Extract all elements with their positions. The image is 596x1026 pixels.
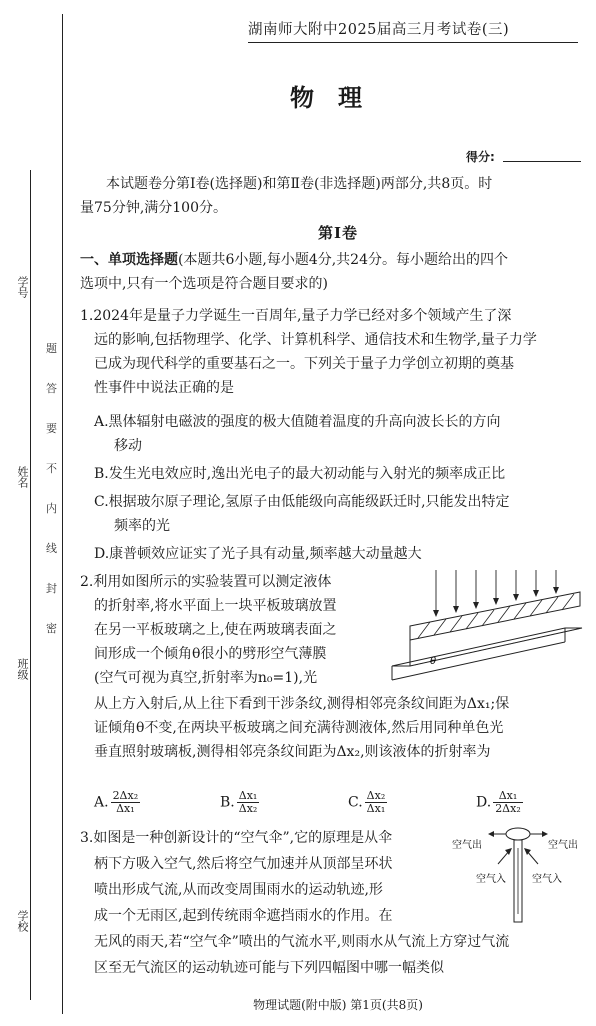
seal-char: 答 bbox=[46, 382, 57, 395]
q3-stem-line: 区至无气流区的运动轨迹可能与下列四幅图中哪一幅类似 bbox=[94, 960, 444, 976]
q1-option-a[interactable]: A.黑体辐射电磁波的强度的极大值随着温度的升高向波长长的方向 bbox=[94, 414, 501, 430]
q2-stem-line: 证倾角θ不变,在两块平板玻璃之间充满待测液体,然后用同种单色光 bbox=[94, 720, 504, 736]
q2-stem-line: 在另一平板玻璃之上,使在两玻璃表面之 bbox=[94, 622, 337, 638]
q1-option-c[interactable]: C.根据玻尔原子理论,氢原子由低能级向高能级跃迁时,只能发出特定 bbox=[94, 494, 510, 510]
seal-char: 要 bbox=[46, 422, 57, 435]
label-out-right: 空气出 bbox=[548, 840, 578, 851]
seal-char: 内 bbox=[46, 502, 57, 515]
q1-option-b[interactable]: B.发生光电效应时,逸出光电子的最大初动能与入射光的频率成正比 bbox=[94, 466, 506, 482]
umbrella-top bbox=[506, 828, 530, 840]
q2-wedge-figure bbox=[390, 568, 585, 682]
exam-title: 湖南师大附中2025届高三月考试卷(三) bbox=[248, 22, 510, 38]
q3-air-umbrella-figure bbox=[452, 824, 584, 930]
q3-stem-line: 柄下方吸入空气,然后将空气加速并从顶部呈环状 bbox=[94, 856, 393, 872]
q2-stem-line: 的折射率,将水平面上一块平板玻璃放置 bbox=[94, 598, 337, 614]
q1-option-d[interactable]: D.康普顿效应证实了光子具有动量,频率越大动量越大 bbox=[94, 546, 422, 562]
q1-option-c-cont: 频率的光 bbox=[114, 518, 170, 534]
angle-label: θ bbox=[430, 656, 437, 667]
margin-line-inner bbox=[62, 14, 63, 1014]
subject-title: 物理 bbox=[290, 84, 386, 112]
seal-char: 不 bbox=[46, 462, 57, 475]
intro-line: 量75分钟,满分100分。 bbox=[80, 200, 227, 216]
q3-stem-line: 无风的雨天,若“空气伞”喷出的气流水平,则雨水从气流上方穿过气流 bbox=[94, 934, 510, 950]
part-title: 第Ⅰ卷 bbox=[317, 224, 359, 242]
q2-stem-line: 间形成一个倾角θ很小的劈形空气薄膜 bbox=[94, 646, 327, 662]
q1-stem-line: 远的影响,包括物理学、化学、计算机科学、通信技术和生物学,量子力学 bbox=[94, 332, 537, 348]
q1-option-a-cont: 移动 bbox=[114, 438, 142, 454]
q2-stem-line: 2.利用如图所示的实验装置可以测定液体 bbox=[80, 574, 332, 590]
field-class: 班级 bbox=[16, 658, 29, 680]
score-blank[interactable] bbox=[503, 161, 581, 162]
q2-option-d[interactable]: D. $\frac{\text{Δx₁}}{\text{2Δx₂}}$ bbox=[476, 789, 521, 815]
margin-line-outer bbox=[30, 170, 31, 1000]
q2-option-a[interactable]: A. $\frac{\text{2Δx₂}}{\text{Δx₁}}$ bbox=[94, 789, 139, 815]
seal-char: 密 bbox=[46, 622, 57, 635]
q2-option-c[interactable]: C. $\frac{\text{Δx₂}}{\text{Δx₁}}$ bbox=[348, 789, 386, 815]
field-name: 姓名 bbox=[16, 466, 29, 488]
q2-option-b[interactable]: B. $\frac{\text{Δx₁}}{\text{Δx₂}}$ bbox=[220, 789, 258, 815]
q3-stem-line: 3.如图是一种创新设计的“空气伞”,它的原理是从伞 bbox=[80, 830, 393, 846]
section-heading-line bbox=[80, 248, 508, 272]
intro-line: 本试题卷分第Ⅰ卷(选择题)和第Ⅱ卷(非选择题)两部分,共8页。时 bbox=[106, 176, 493, 192]
section-heading: 一、单项选择题 bbox=[80, 252, 178, 268]
q2-stem-line: (空气可视为真空,折射率为n₀=1),光 bbox=[94, 670, 318, 686]
q1-stem-line: 已成为现代科学的重要基石之一。下列关于量子力学创立初期的奠基 bbox=[94, 356, 514, 372]
bottom-glass-plate bbox=[392, 628, 582, 666]
header-rule bbox=[248, 42, 578, 43]
page-footer: 物理试题(附中版) 第1页(共8页) bbox=[253, 998, 423, 1012]
q2-stem-line: 从上方入射后,从上往下看到干涉条纹,测得相邻亮条纹间距为Δx₁;保 bbox=[94, 696, 510, 712]
seal-char: 题 bbox=[46, 342, 57, 355]
field-school: 学校 bbox=[16, 910, 29, 932]
field-student-id: 学号 bbox=[16, 276, 29, 298]
q1-stem-line: 性事件中说法正确的是 bbox=[94, 380, 234, 396]
score-label: 得分: bbox=[466, 150, 495, 164]
q1-stem-line: 1.2024年是量子力学诞生一百周年,量子力学已经对多个领域产生了深 bbox=[80, 308, 512, 324]
section-desc-line: 选项中,只有一个选项是符合题目要求的) bbox=[80, 276, 328, 292]
seal-char: 封 bbox=[46, 582, 57, 595]
q3-stem-line: 成一个无雨区,起到传统雨伞遮挡雨水的作用。在 bbox=[94, 908, 393, 924]
q2-stem-line: 垂直照射玻璃板,测得相邻亮条纹间距为Δx₂,则该液体的折射率为 bbox=[94, 744, 491, 760]
binding-margin bbox=[0, 0, 70, 1026]
seal-char: 线 bbox=[46, 542, 57, 555]
q3-stem-line: 喷出形成气流,从而改变周围雨水的运动轨迹,形 bbox=[94, 882, 383, 898]
label-in-left: 空气入 bbox=[476, 874, 506, 885]
label-in-right: 空气入 bbox=[532, 874, 562, 885]
label-out-left: 空气出 bbox=[452, 840, 482, 851]
section-desc: (本题共6小题,每小题4分,共24分。每小题给出的四个 bbox=[178, 252, 508, 268]
